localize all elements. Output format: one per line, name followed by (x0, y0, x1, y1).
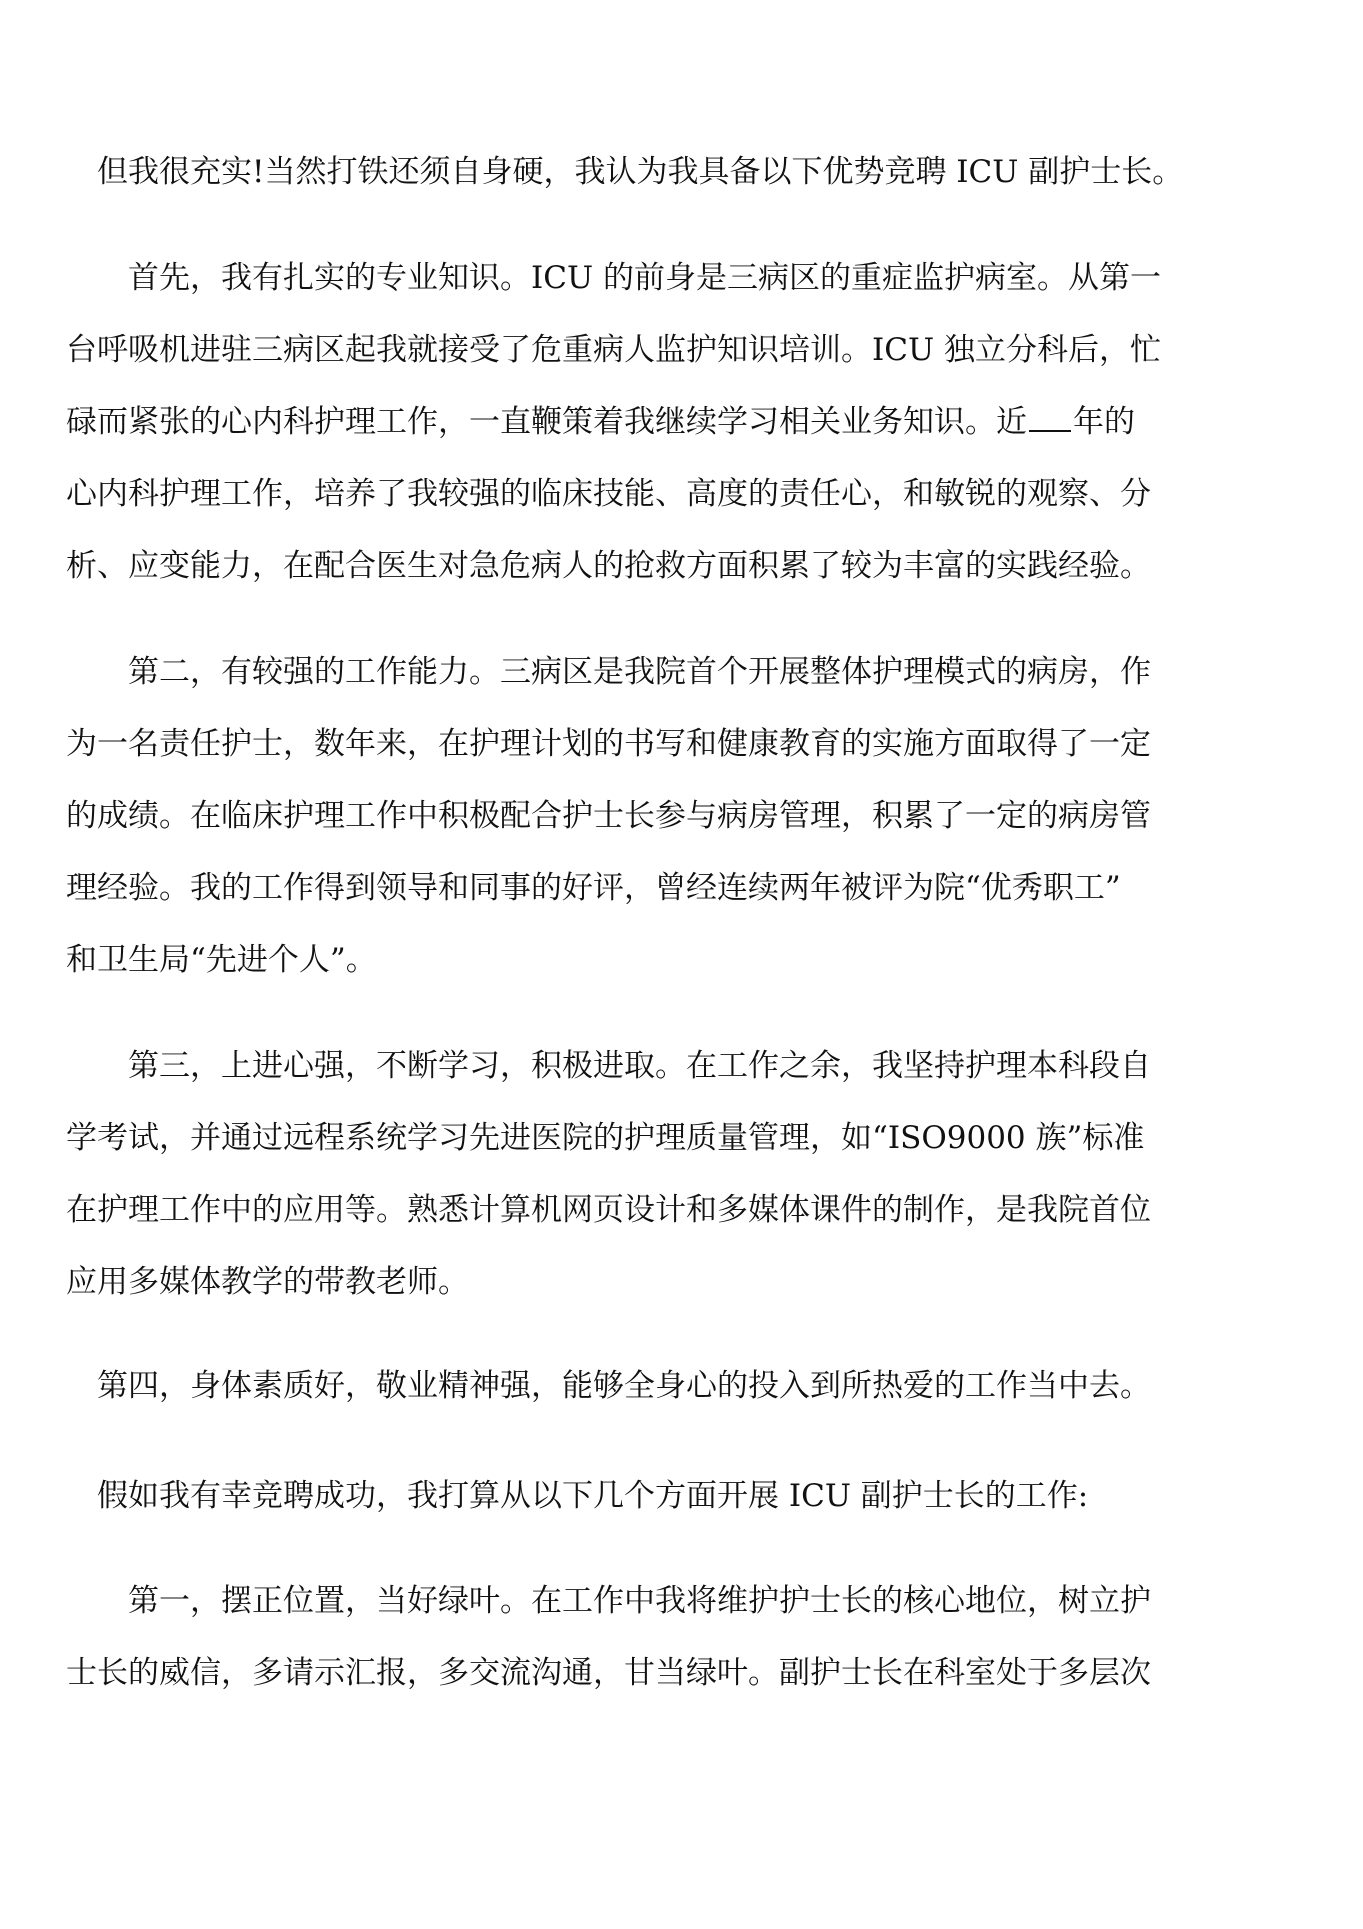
text-line: 应用多媒体教学的带教老师。 (66, 1264, 469, 1300)
text-line: 心内科护理工作，培养了我较强的临床技能、高度的责任心，和敏锐的观察、分 (66, 476, 1151, 512)
text-line: 第三，上进心强，不断学习，积极进取。在工作之余，我坚持护理本科段自 (66, 1048, 1151, 1084)
text-line: 学考试，并通过远程系统学习先进医院的护理质量管理，如“ISO9000 族”标准 (66, 1120, 1145, 1156)
text-line: 为一名责任护士，数年来，在护理计划的书写和健康教育的实施方面取得了一定 (66, 726, 1151, 762)
paragraph-second-advantage (66, 636, 1214, 996)
text-line: 第四，身体素质好，敬业精神强，能够全身心的投入到所热爱的工作当中去。 (66, 1368, 1151, 1404)
text-line: 和卫生局“先进个人”。 (66, 942, 377, 978)
text-line: 但我很充实!当然打铁还须自身硬，我认为我具备以下优势竞聘 ICU 副护士长。 (66, 154, 1184, 190)
text-line: 台呼吸机进驻三病区起我就接受了危重病人监护知识培训。ICU 独立分科后，忙 (66, 332, 1161, 368)
paragraph-third-advantage (66, 1030, 1214, 1318)
paragraph-first-advantage (66, 242, 1214, 602)
text-line: 士长的威信，多请示汇报，多交流沟通，甘当绿叶。副护士长在科室处于多层次 (66, 1655, 1151, 1691)
paragraph-plan-first (66, 1565, 1214, 1709)
text-line-part: 碌而紧张的心内科护理工作，一直鞭策着我继续学习相关业务知识。近 (66, 404, 1027, 440)
paragraph-fourth-advantage (66, 1350, 1214, 1422)
paragraph-work-plan-intro (66, 1460, 1214, 1532)
paragraph-intro (66, 136, 1214, 208)
text-line: 析、应变能力，在配合医生对急危病人的抢救方面积累了较为丰富的实践经验。 (66, 548, 1151, 584)
text-line: 第二，有较强的工作能力。三病区是我院首个开展整体护理模式的病房，作 (66, 654, 1151, 690)
text-line: 假如我有幸竞聘成功，我打算从以下几个方面开展 ICU 副护士长的工作: (66, 1478, 1089, 1514)
fill-in-blank (1029, 406, 1071, 432)
text-line: 的成绩。在临床护理工作中积极配合护士长参与病房管理，积累了一定的病房管 (66, 798, 1151, 834)
text-line: 在护理工作中的应用等。熟悉计算机网页设计和多媒体课件的制作，是我院首位 (66, 1192, 1151, 1228)
text-line-with-blank (66, 386, 1214, 458)
text-line: 首先，我有扎实的专业知识。ICU 的前身是三病区的重症监护病室。从第一 (66, 260, 1161, 296)
text-line: 第一，摆正位置，当好绿叶。在工作中我将维护护士长的核心地位，树立护 (66, 1583, 1151, 1619)
text-line: 理经验。我的工作得到领导和同事的好评，曾经连续两年被评为院“优秀职工” (66, 870, 1121, 906)
text-line-part: 年的 (1073, 404, 1135, 440)
